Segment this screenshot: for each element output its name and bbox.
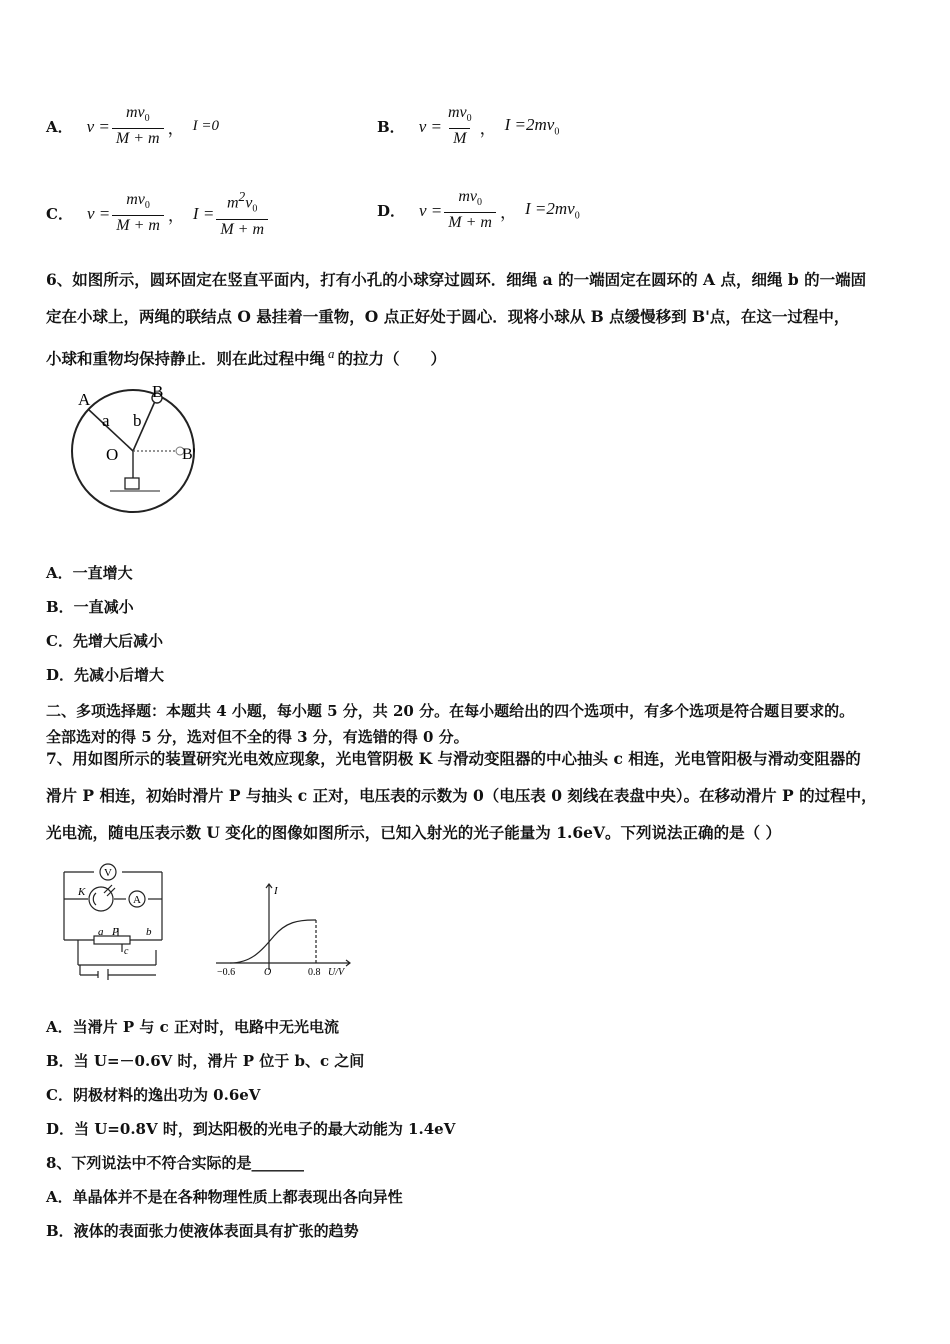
q6-option-b: B．一直减小 xyxy=(46,598,134,616)
rheostat-b-label: b xyxy=(146,926,152,938)
slider-p-label: P xyxy=(112,926,119,938)
q8-stem: 8、下列说法中不符合实际的是_______ xyxy=(46,1154,304,1172)
fraction: $\frac{m^2v_0}{M + m}$ xyxy=(216,188,268,240)
ammeter-label: A xyxy=(133,894,141,906)
q6-option-a: A．一直增大 xyxy=(46,564,133,582)
circuit-diagram xyxy=(58,855,168,980)
axis-u-label: U/V xyxy=(328,967,345,978)
q5-option-d: D． v = $\frac{mv_0}{M + m}$ ， $I =2mv_0$ xyxy=(377,188,580,232)
q6-option-d: D．先减小后增大 xyxy=(46,666,165,684)
q7-option-c: C．阴极材料的逸出功为 0.6eV xyxy=(46,1086,261,1104)
fraction: $\frac{mv_0}{M + m}$ xyxy=(444,188,496,233)
rope-b-label: b xyxy=(133,411,142,430)
q6-stem: 6、如图所示，圆环固定在竖直平面内，打有小孔的小球穿过圆环．细绳 a 的一端固定在圆环的 A 点，细绳 b 的一端固 定在小球上，两绳的联结点 O 悬挂着一重物，O 点正好处于圆心．现将小球从 B 点缓慢移到 B'点，在这一过程中， 小球和重物均保持静止．则在此过程中绳 $^a$ 的拉力（ ） xyxy=(46,270,867,369)
point-a-label: A xyxy=(78,390,91,409)
axis-i-label: I xyxy=(274,885,278,897)
q5-option-c: C． v = $\frac{mv_0}{M + m}$ ， I = $\frac{m^2v_0}{M + m}$ xyxy=(46,188,268,240)
q7-option-b: B．当 U=－0.6V 时，滑片 P 位于 b、c 之间 xyxy=(46,1052,365,1070)
q5-option-a: A． v = $\frac{mv_0}{M + m}$ ， I =0 xyxy=(46,104,219,148)
point-o-label: O xyxy=(106,445,119,464)
tick-neg-label: −0.6 xyxy=(217,967,236,978)
voltmeter-label: V xyxy=(104,867,112,879)
tick-pos-label: 0.8 xyxy=(308,967,321,978)
fraction: $\frac{mv_0}{M + m}$ xyxy=(112,191,164,236)
fraction: $\frac{mv_0}{M}$ xyxy=(447,104,472,148)
point-b-label: B xyxy=(152,385,164,401)
rheostat-a-label: a xyxy=(98,926,104,938)
ring-figure xyxy=(60,385,220,520)
rope-a-label: a xyxy=(102,411,110,430)
q8-option-b: B．液体的表面张力使液体表面具有扩张的趋势 xyxy=(46,1222,359,1240)
q6-option-c: C．先增大后减小 xyxy=(46,632,163,650)
q8-option-a: A．单晶体并不是在各种物理性质上都表现出各向异性 xyxy=(46,1188,403,1206)
cathode-label: K xyxy=(78,886,86,898)
q7-option-a: A．当滑片 P 与 c 正对时，电路中无光电流 xyxy=(46,1018,339,1036)
fraction: $\frac{mv_0}{M + m}$ xyxy=(112,104,164,149)
section-2-heading: 二、多项选择题：本题共 4 小题，每小题 5 分，共 20 分。在每小题给出的四个选项中，有多个选项是符合题目要求的。 全部选对的得 5 分，选对但不全的得 3 分，有选错的得 0 分。 xyxy=(46,702,855,746)
q5-option-b: B． v = $\frac{mv_0}{M}$ ， $I =2mv_0$ xyxy=(377,104,560,148)
q7-option-d: D．当 U=0.8V 时，到达阳极的光电子的最大动能为 1.4eV xyxy=(46,1120,456,1138)
q7-stem: 7、用如图所示的装置研究光电效应现象，光电管阴极 K 与滑动变阻器的中心抽头 c 相连，光电管阳极与滑动变阻器的 滑片 P 相连，初始时滑片 P 与抽头 c 正对，电压表的示数为 0（电压表 0 刻线在表盘中央）。在移动滑片 P 的过程中， 光电流，随电压表示数 U 变化的图像如图所示，已知入射光的光子能量为 1.6eV。下列说法正确的是（ ） xyxy=(46,749,877,842)
iu-graph xyxy=(212,880,362,980)
tap-c-label: c xyxy=(124,946,129,957)
origin-label: O xyxy=(264,967,272,978)
point-bprime-label: B' xyxy=(182,446,196,463)
